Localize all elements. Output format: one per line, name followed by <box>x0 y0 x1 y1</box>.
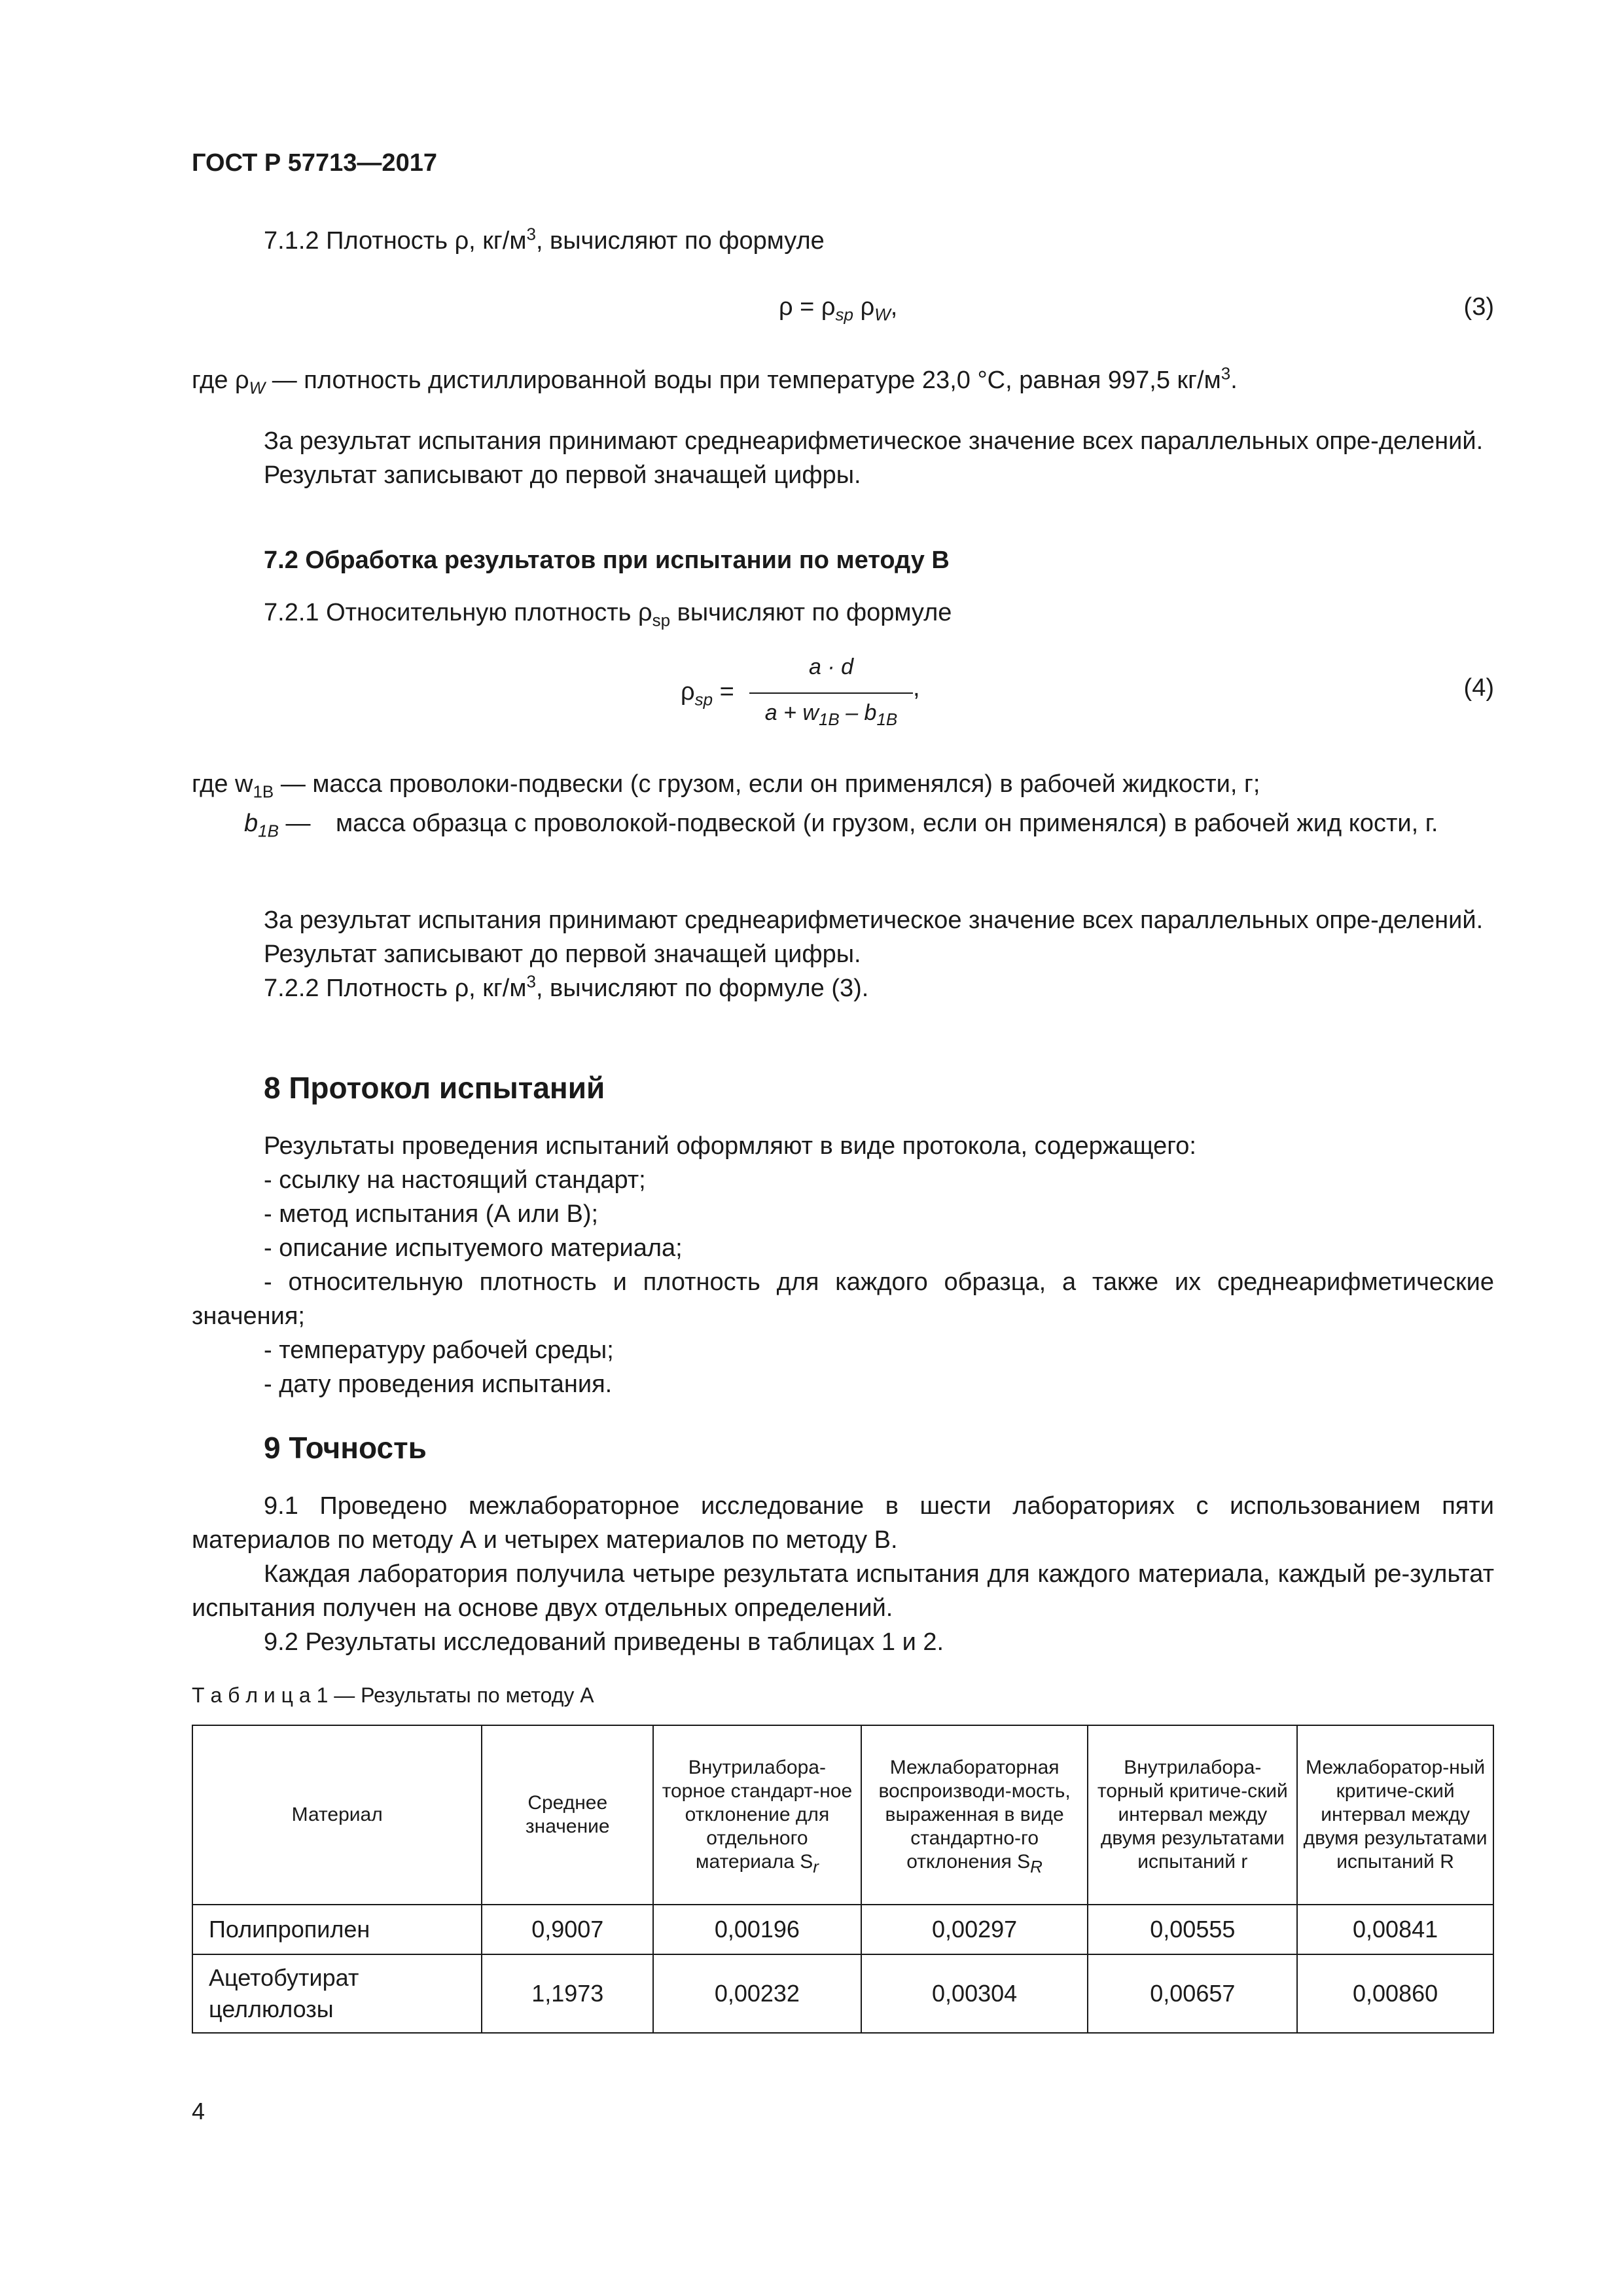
paragraph-9-1: 9.1 Проведено межлабораторное исследование в шести лабораториях с использованием пяти материалов по методу А и четырех материалов по методу В. <box>192 1492 1494 1554</box>
paragraph-7-2-1: 7.2.1 Относительную плотность $\rho_{sp}$ вычисляют по формуле <box>264 599 952 630</box>
where-b1b-text: масса образца с проволокой-подвеской (и грузом, если он применялся) в рабочей жид кости, г. <box>336 810 1438 837</box>
formula-4-comma: , <box>913 674 920 702</box>
where-b1b-symbol: $b_{1B}$ — <box>244 810 311 841</box>
table-caption: Т а б л и ц а 1 — Результаты по методу А <box>192 1683 594 1707</box>
cell-R: 0,00860 <box>1297 1954 1493 2033</box>
cell-sR: 0,00304 <box>861 1954 1088 2033</box>
result-text: За результат испытания принимают среднеарифметическое значение всех параллельных опре-делений. <box>264 427 1484 455</box>
col-header-r: Внутрилабора-торный критиче-ский интервал между двумя результатами испытаний r <box>1088 1725 1297 1905</box>
col-header-sR: Межлабораторная воспроизводи-мость, выраженная в виде стандартно-го отклонения $S_R$ <box>861 1725 1088 1905</box>
list-item: - температуру рабочей среды; <box>264 1336 614 1364</box>
protocol-intro: Результаты проведения испытаний оформляют в виде протокола, содержащего: <box>264 1132 1196 1160</box>
paragraph-7-1-2: 7.1.2 Плотность ρ, $кг/м^3$, вычисляют по формуле <box>264 224 825 255</box>
where-rho-w: где $\rho_W$ — плотность дистиллированной воды при температуре 23,0 °С, равная 997,5 $кг/м^3$. <box>192 363 1238 398</box>
cell-sr: 0,00196 <box>653 1905 861 1954</box>
result-text: За результат испытания принимают среднеарифметическое значение всех параллельных опре-делений. <box>264 906 1484 934</box>
equation-number-3: (3) <box>1463 293 1494 321</box>
formula-3: $\rho = \rho_{sp}$ $\rho_W$, <box>779 293 898 325</box>
table-header-row <box>192 1725 1493 1905</box>
section-9-body <box>192 1489 1494 1659</box>
section-8-body <box>192 1129 1494 1401</box>
section-8-heading: 8 Протокол испытаний <box>264 1071 605 1105</box>
where-w1b: где $w_{1B}$ — масса проволоки-подвески (с грузом, если он применялся) в рабочей жидкости, г; <box>192 770 1260 802</box>
col-header-mean: Среднее значение <box>482 1725 653 1905</box>
cell-material: Ацетобутират целлюлозы <box>192 1954 482 2033</box>
result-block-1 <box>192 424 1494 492</box>
table-row <box>192 1905 1493 1954</box>
paragraph-7-2-2: 7.2.2 Плотность ρ, $кг/м^3$, вычисляют по формуле (3). <box>264 971 869 1002</box>
col-header-material: Материал <box>192 1725 482 1905</box>
cell-sR: 0,00297 <box>861 1905 1088 1954</box>
results-table <box>192 1725 1494 2034</box>
result-block-2 <box>192 903 1494 1005</box>
cell-sr: 0,00232 <box>653 1954 861 2033</box>
list-item: - дату проведения испытания. <box>264 1371 613 1398</box>
cell-material: Полипропилен <box>192 1905 482 1954</box>
standard-header: ГОСТ Р 57713—2017 <box>192 149 437 177</box>
result-precision: Результат записывают до первой значащей цифры. <box>264 941 861 968</box>
cell-mean: 1,1973 <box>482 1954 653 2033</box>
col-header-R: Межлаборатор-ный критиче-ский интервал между двумя результатами испытаний R <box>1297 1725 1493 1905</box>
paragraph-9-2: 9.2 Результаты исследований приведены в таблицах 1 и 2. <box>264 1628 944 1656</box>
cell-r: 0,00555 <box>1088 1905 1297 1954</box>
equation-number-4: (4) <box>1463 674 1494 702</box>
formula-4-lhs: $\rho_{sp}$ = <box>681 678 734 709</box>
list-item: - относительную плотность и плотность для каждого образца, а также их среднеарифметические значения; <box>192 1268 1494 1330</box>
cell-R: 0,00841 <box>1297 1905 1493 1954</box>
cell-mean: 0,9007 <box>482 1905 653 1954</box>
list-item: - ссылку на настоящий стандарт; <box>264 1166 646 1194</box>
col-header-sr: Внутрилабора-торное стандарт-ное отклонение для отдельного материала $S_r$ <box>653 1725 861 1905</box>
formula-4-denominator: $a + w_{1B} - b_{1B}$ <box>764 700 898 729</box>
cell-r: 0,00657 <box>1088 1954 1297 2033</box>
section-7-2-heading: 7.2 Обработка результатов при испытании по методу В <box>264 547 950 574</box>
list-item: - описание испытуемого материала; <box>264 1234 683 1262</box>
page-number: 4 <box>192 2098 205 2125</box>
result-precision: Результат записывают до первой значащей цифры. <box>264 461 861 489</box>
fraction-bar <box>749 692 913 694</box>
list-item: - метод испытания (А или В); <box>264 1200 599 1228</box>
table-row <box>192 1954 1493 2033</box>
paragraph-labs: Каждая лаборатория получила четыре результата испытания для каждого материала, каждый ре-зультат испытания получен на основе двух отдельных определений. <box>192 1560 1494 1622</box>
section-9-heading: 9 Точность <box>264 1431 427 1465</box>
formula-4-numerator: a · d <box>808 655 854 679</box>
